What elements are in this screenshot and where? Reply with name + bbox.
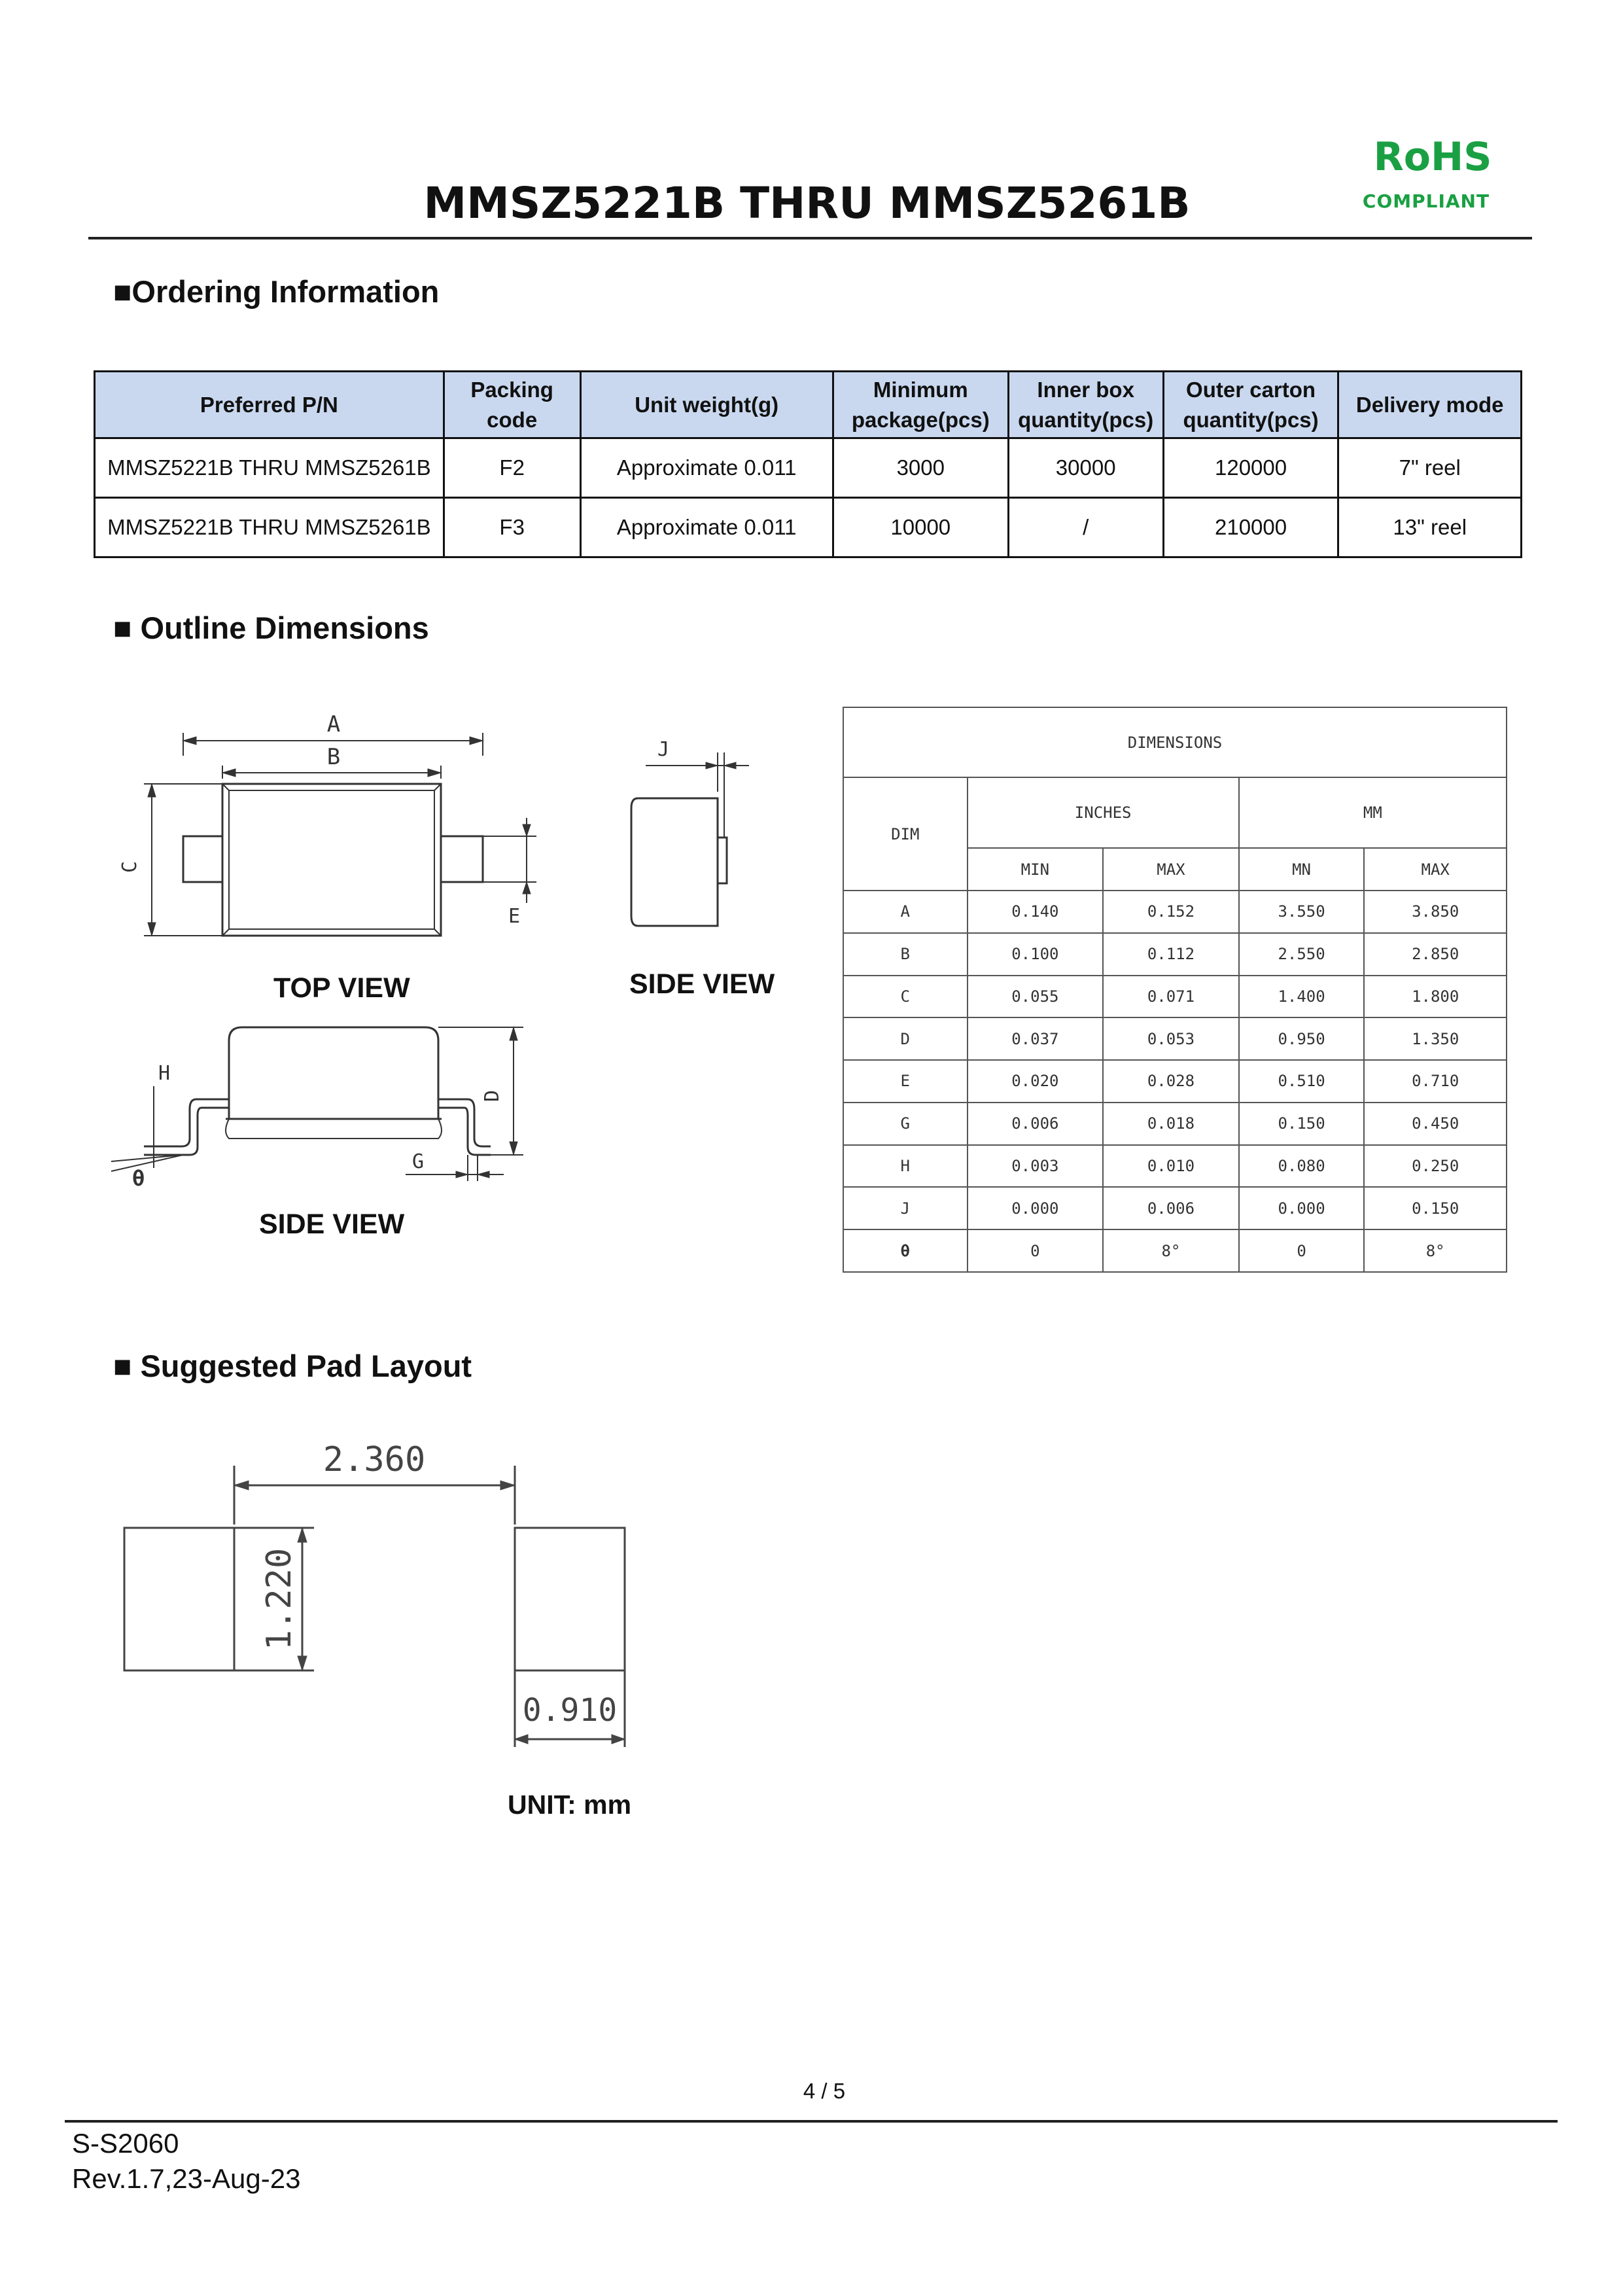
page-title: MMSZ5221B THRU MMSZ5261B xyxy=(423,178,1191,228)
page-number: 4 / 5 xyxy=(803,2079,846,2103)
table-cell: 0.250 xyxy=(1364,1145,1507,1188)
side-view-label-top: SIDE VIEW xyxy=(629,968,775,1000)
dims-title-row xyxy=(843,707,1507,777)
table-cell: 0.018 xyxy=(1103,1103,1239,1145)
table-cell: F3 xyxy=(444,498,580,557)
table-cell: Approximate 0.011 xyxy=(580,498,833,557)
dim-label-c: C xyxy=(118,860,141,874)
table-cell: 1.400 xyxy=(1239,976,1365,1018)
ordering-table xyxy=(94,370,1522,558)
table-cell: D xyxy=(843,1017,968,1060)
rohs-logo: RoHS xyxy=(1373,134,1492,180)
table-cell: F2 xyxy=(444,438,580,498)
dim-label-a: A xyxy=(326,711,341,737)
table-cell: 0.150 xyxy=(1364,1187,1507,1229)
dim-label-b: B xyxy=(326,744,341,770)
revision: Rev.1.7,23-Aug-23 xyxy=(72,2163,301,2194)
table-row xyxy=(843,1103,1507,1145)
doc-id: S-S2060 xyxy=(72,2128,179,2159)
rohs-compliant-label: COMPLIANT xyxy=(1362,190,1490,212)
table-row xyxy=(843,1229,1507,1272)
outline-heading: ■ Outline Dimensions xyxy=(113,610,429,645)
dims-subheader: MAX xyxy=(1364,848,1507,891)
dims-dim-header: DIM xyxy=(843,777,968,891)
table-cell: MMSZ5221B THRU MMSZ5261B xyxy=(95,498,444,557)
dims-subheader: MIN xyxy=(968,848,1104,891)
table-cell: 210000 xyxy=(1163,498,1338,557)
dims-unit-row xyxy=(843,777,1507,848)
table-cell: 2.550 xyxy=(1239,933,1365,976)
table-cell: A xyxy=(843,891,968,933)
pad-layout-heading: ■ Suggested Pad Layout xyxy=(113,1349,472,1383)
dim-label-d: D xyxy=(481,1089,504,1103)
table-cell: 0.006 xyxy=(968,1103,1104,1145)
col-header-pn: Preferred P/N xyxy=(95,372,444,438)
table-cell: 0.071 xyxy=(1103,976,1239,1018)
top-view-drawing xyxy=(118,707,556,942)
table-cell: Approximate 0.011 xyxy=(580,438,833,498)
table-row xyxy=(843,933,1507,976)
col-header-packing: Packing code xyxy=(444,372,580,438)
table-row xyxy=(843,1187,1507,1229)
top-view-label: TOP VIEW xyxy=(273,972,410,1004)
table-cell: 0.028 xyxy=(1103,1060,1239,1103)
dimensions-table xyxy=(843,707,1507,1273)
table-cell: 2.850 xyxy=(1364,933,1507,976)
table-cell: 0 xyxy=(1239,1229,1365,1272)
side-view-label-bottom: SIDE VIEW xyxy=(259,1209,405,1240)
table-cell: 0.010 xyxy=(1103,1145,1239,1188)
table-cell: 7" reel xyxy=(1338,438,1522,498)
table-cell: 10000 xyxy=(833,498,1008,557)
footer-rule xyxy=(65,2120,1558,2123)
table-cell: 0.037 xyxy=(968,1017,1104,1060)
pad-height-label: 1.220 xyxy=(260,1547,299,1651)
table-cell: MMSZ5221B THRU MMSZ5261B xyxy=(95,438,444,498)
table-cell: 0.510 xyxy=(1239,1060,1365,1103)
table-cell: 0 xyxy=(968,1229,1104,1272)
table-cell: 0.055 xyxy=(968,976,1104,1018)
table-cell: 3000 xyxy=(833,438,1008,498)
col-header-outer-carton: Outer carton quantity(pcs) xyxy=(1163,372,1338,438)
table-cell: 8° xyxy=(1364,1229,1507,1272)
table-cell: 0.000 xyxy=(968,1187,1104,1229)
table-cell: 0.150 xyxy=(1239,1103,1365,1145)
dims-mm-header: MM xyxy=(1239,777,1507,848)
table-cell: 0.100 xyxy=(968,933,1104,976)
dim-label-e: E xyxy=(508,905,521,928)
col-header-delivery: Delivery mode xyxy=(1338,372,1522,438)
dims-title: DIMENSIONS xyxy=(843,707,1507,777)
table-cell: 0.112 xyxy=(1103,933,1239,976)
table-row xyxy=(843,976,1507,1018)
table-cell: 3.550 xyxy=(1239,891,1365,933)
table-cell: 0.003 xyxy=(968,1145,1104,1188)
table-cell: θ xyxy=(843,1229,968,1272)
side-view-drawing-small xyxy=(618,736,762,945)
ordering-heading: ■Ordering Information xyxy=(113,274,440,309)
header-rule xyxy=(88,237,1532,239)
pad-layout-drawing xyxy=(118,1433,654,1773)
table-row xyxy=(843,1145,1507,1188)
table-cell: / xyxy=(1008,498,1163,557)
dim-label-g: G xyxy=(412,1150,425,1173)
dims-subheader: MN xyxy=(1239,848,1365,891)
pad-width-label: 2.360 xyxy=(323,1440,426,1479)
table-cell: 1.800 xyxy=(1364,976,1507,1018)
pad-size-label: 0.910 xyxy=(522,1692,618,1729)
table-cell: 0.000 xyxy=(1239,1187,1365,1229)
table-cell: E xyxy=(843,1060,968,1103)
dim-label-theta: θ xyxy=(132,1166,145,1191)
table-cell: 8° xyxy=(1103,1229,1239,1272)
table-cell: J xyxy=(843,1187,968,1229)
ordering-header-row xyxy=(95,372,1522,438)
table-cell: 13" reel xyxy=(1338,498,1522,557)
col-header-min-package: Minimum package(pcs) xyxy=(833,372,1008,438)
table-cell: 0.152 xyxy=(1103,891,1239,933)
unit-label: UNIT: mm xyxy=(508,1790,632,1820)
dims-inches-header: INCHES xyxy=(968,777,1239,848)
table-cell: 0.140 xyxy=(968,891,1104,933)
table-cell: B xyxy=(843,933,968,976)
table-cell: 0.020 xyxy=(968,1060,1104,1103)
col-header-weight: Unit weight(g) xyxy=(580,372,833,438)
table-cell: 120000 xyxy=(1163,438,1338,498)
table-cell: 0.080 xyxy=(1239,1145,1365,1188)
side-view-drawing-large xyxy=(98,1021,543,1191)
table-row xyxy=(95,438,1522,498)
table-cell: 0.006 xyxy=(1103,1187,1239,1229)
table-cell: 30000 xyxy=(1008,438,1163,498)
table-row xyxy=(843,891,1507,933)
table-cell: 1.350 xyxy=(1364,1017,1507,1060)
table-cell: 0.053 xyxy=(1103,1017,1239,1060)
dim-label-h: H xyxy=(158,1062,171,1085)
col-header-inner-box: Inner box quantity(pcs) xyxy=(1008,372,1163,438)
table-cell: G xyxy=(843,1103,968,1145)
table-cell: 0.710 xyxy=(1364,1060,1507,1103)
table-cell: 0.450 xyxy=(1364,1103,1507,1145)
table-cell: 3.850 xyxy=(1364,891,1507,933)
table-row xyxy=(95,498,1522,557)
table-cell: H xyxy=(843,1145,968,1188)
table-cell: C xyxy=(843,976,968,1018)
table-cell: 0.950 xyxy=(1239,1017,1365,1060)
table-row xyxy=(843,1060,1507,1103)
dim-label-j: J xyxy=(657,738,670,761)
table-row xyxy=(843,1017,1507,1060)
dims-subheader: MAX xyxy=(1103,848,1239,891)
